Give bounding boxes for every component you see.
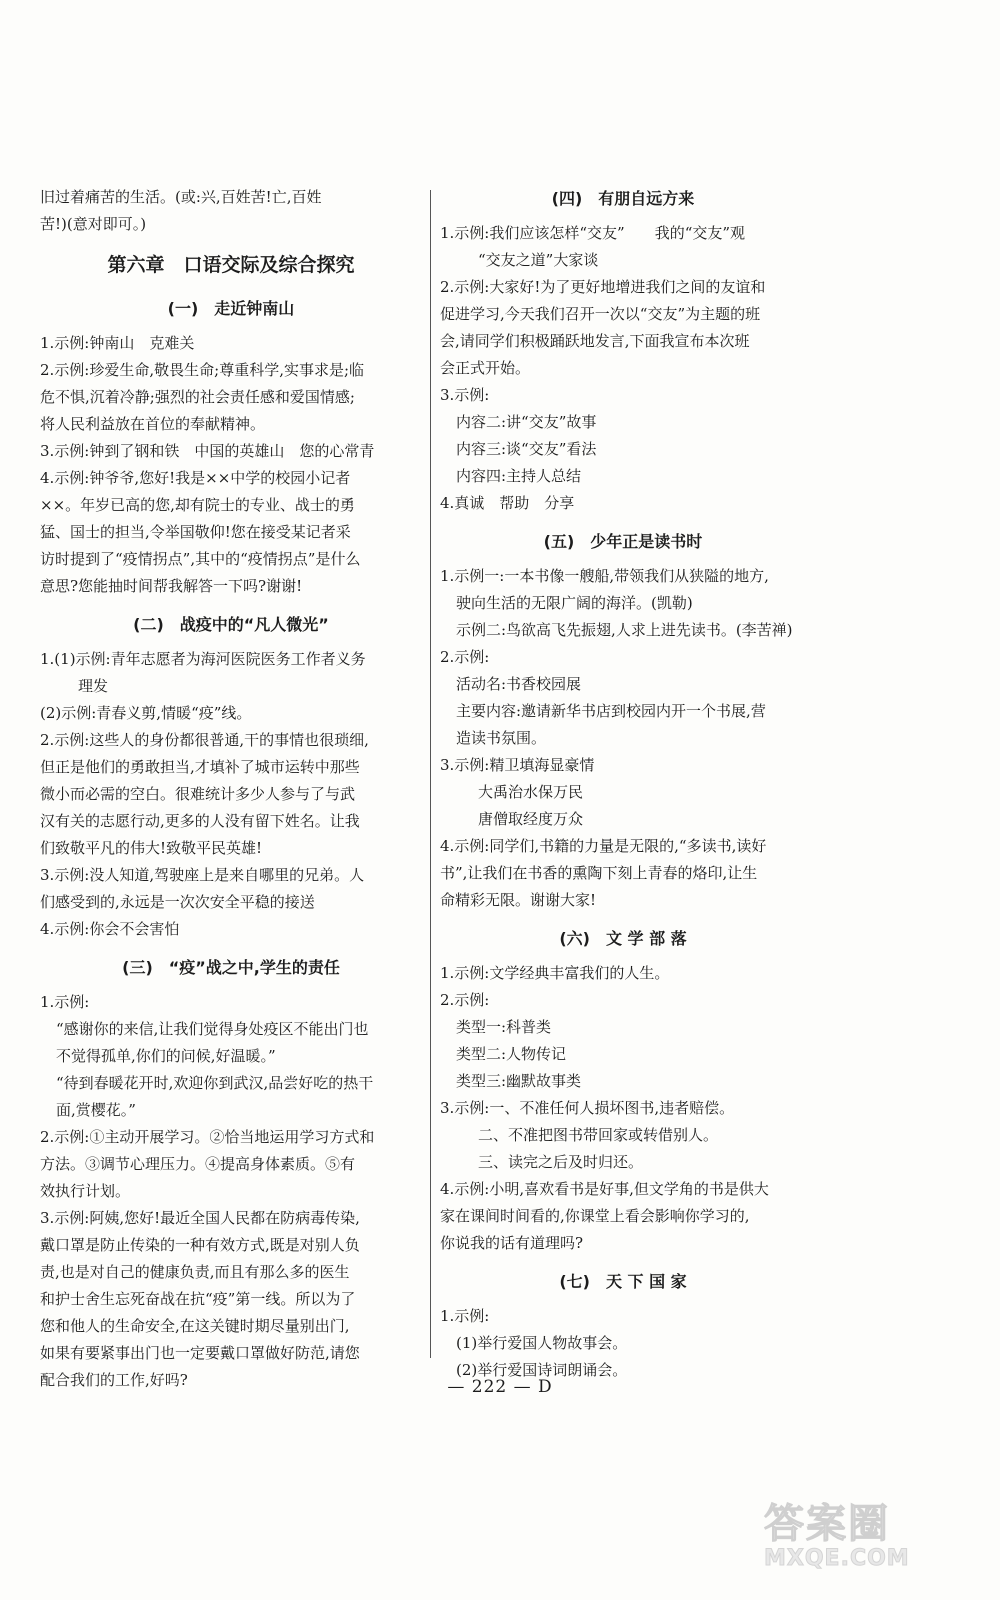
answer-line: 微小而必需的空白。很难统计多少人参与了与武 (40, 785, 356, 803)
answer-line: 效执行计划。 (40, 1182, 131, 1200)
column-divider (430, 190, 431, 1358)
answer-line: 你说我的话有道理吗? (440, 1234, 584, 1252)
answer-line: 3.示例:阿姨,您好!最近全国人民都在防病毒传染, (40, 1209, 360, 1227)
rule-line: 二、不准把图书带回家或转借别人。 (478, 1126, 719, 1144)
activity-line: 活动名:书香校园展 (456, 675, 582, 693)
answer-line: 3.示例:精卫填海显豪情 (440, 756, 595, 774)
answer-line: 家在课间时间看的,你课堂上看会影响你学习的, (440, 1207, 750, 1225)
answer-line: 和护士舍生忘死奋战在抗“疫”第一线。所以为了 (40, 1290, 356, 1308)
intro-line: 苦!)(意对即可。) (40, 215, 147, 233)
answer-line: 2.示例: (440, 991, 490, 1009)
watermark-text: 答案圈 (764, 1501, 890, 1547)
answer-line: 猛、国士的担当,令举国敬仰!您在接受某记者采 (40, 523, 351, 541)
watermark-url: MXQE.COM (764, 1546, 910, 1571)
answer-line: 2.示例:珍爱生命,敬畏生命;尊重科学,实事求是;临 (40, 361, 365, 379)
section-6-title: (六) 文 学 部 落 (559, 929, 687, 948)
answer-line: 将人民利益放在首位的奉献精神。 (40, 415, 266, 433)
chapter-title: 第六章 口语交际及综合探究 (107, 254, 355, 276)
answer-line: 3.示例: (440, 386, 490, 404)
answer-line: 意思?您能抽时间帮我解答一下吗?谢谢! (40, 577, 303, 595)
answer-line: 配合我们的工作,好吗? (40, 1371, 188, 1389)
answer-line: 1.示例: (440, 1307, 490, 1325)
answer-line: 们致敬平凡的伟大!致敬平民英雄! (40, 839, 263, 857)
quote-line: 不觉得孤单,你们的问候,好温暖。” (56, 1047, 276, 1065)
content-item: 内容四:主持人总结 (456, 467, 582, 485)
watermark-logo (764, 1502, 974, 1576)
answer-line: 3.示例:钟到了钢和铁 中国的英雄山 您的心常青 (40, 442, 375, 460)
answer-line: 3.示例:没人知道,驾驶座上是来自哪里的兄弟。人 (40, 866, 365, 884)
answer-line: 示例二:鸟欲高飞先振翅,人求上进先读书。(李苦禅) (456, 621, 793, 639)
answer-line: 3.示例:一、不准任何人损坏图书,违者赔偿。 (440, 1099, 735, 1117)
list-item: (2)举行爱国诗词朗诵会。 (456, 1361, 628, 1379)
type-item: 类型一:科普类 (456, 1018, 552, 1036)
section-3-title: (三) “疫”战之中,学生的责任 (122, 958, 340, 977)
left-column (40, 184, 422, 1394)
answer-line: 4.真诚 帮助 分享 (440, 494, 575, 512)
answer-line: 汉有关的志愿行动,更多的人没有留下姓名。让我 (40, 812, 360, 830)
answer-line: 会,请同学们积极踊跃地发言,下面我宣布本次班 (440, 332, 750, 350)
answer-line: (2)示例:青春义剪,情暖“疫”线。 (40, 704, 252, 722)
content-item: 内容二:讲“交友”故事 (456, 413, 597, 431)
section-7-title: (七) 天 下 国 家 (559, 1272, 687, 1291)
answer-line: 1.示例一:一本书像一艘船,带领我们从狭隘的地方, (440, 567, 769, 585)
answer-line: 您和他人的生命安全,在这关键时期尽量别出门, (40, 1317, 350, 1335)
answer-line: 2.示例: (440, 648, 490, 666)
answer-line: 2.示例:这些人的身份都很普通,干的事情也很琐细, (40, 731, 369, 749)
type-item: 类型二:人物传记 (456, 1045, 567, 1063)
quote-line: “感谢你的来信,让我们觉得身处疫区不能出门也 (56, 1020, 369, 1038)
answer-line: 1.示例:我们应该怎样“交友” 我的“交友”观 (440, 224, 746, 242)
answer-line: 4.示例:你会不会害怕 (40, 920, 180, 938)
answer-line: 如果有要紧事出门也一定要戴口罩做好防范,请您 (40, 1344, 360, 1362)
section-1-title: (一) 走近钟南山 (167, 299, 295, 318)
answer-line: 驶向生活的无限广阔的海洋。(凯勒) (456, 594, 693, 612)
answer-line: 促进学习,今天我们召开一次以“交友”为主题的班 (440, 305, 761, 323)
quote-line: 面,赏樱花。” (56, 1101, 136, 1119)
answer-line: 理发 (78, 677, 109, 695)
answer-line: 1.示例:文学经典丰富我们的人生。 (440, 964, 670, 982)
couplet-line: 唐僧取经度万众 (478, 810, 584, 828)
answer-line: 戴口罩是防止传染的一种有效方式,既是对别人负 (40, 1236, 360, 1254)
answer-line: 4.示例:小明,喜欢看书是好事,但文学角的书是供大 (440, 1180, 769, 1198)
section-2-title: (二) 战疫中的“凡人微光” (133, 615, 329, 634)
activity-line: 造读书氛围。 (456, 729, 547, 747)
answer-line: 危不惧,沉着冷静;强烈的社会责任感和爱国情感; (40, 388, 355, 406)
right-column (440, 184, 806, 1384)
rule-line: 三、读完之后及时归还。 (478, 1153, 644, 1171)
answer-line: 但正是他们的勇敢担当,才填补了城市运转中那些 (40, 758, 360, 776)
intro-line: 旧过着痛苦的生活。(或:兴,百姓苦!亡,百姓 (40, 188, 322, 206)
section-4-title: (四) 有朋自远方来 (551, 189, 695, 208)
couplet-line: 大禹治水保万民 (478, 783, 584, 801)
type-item: 类型三:幽默故事类 (456, 1072, 582, 1090)
answer-line: 命精彩无限。谢谢大家! (440, 891, 597, 909)
answer-line: 访时提到了“疫情拐点”,其中的“疫情拐点”是什么 (40, 550, 361, 568)
answer-line: 1.(1)示例:青年志愿者为海河医院医务工作者义务 (40, 650, 366, 668)
answer-line: 4.示例:同学们,书籍的力量是无限的,“多读书,读好 (440, 837, 767, 855)
answer-line: ××。年岁已高的您,却有院士的专业、战士的勇 (40, 496, 355, 514)
answer-line: 书”,让我们在书香的熏陶下刻上青春的烙印,让生 (440, 864, 758, 882)
answer-line: 1.示例:钟南山 克难关 (40, 334, 195, 352)
answer-line: “交友之道”大家谈 (478, 251, 599, 269)
answer-line: 责,也是对自己的健康负责,而且有那么多的医生 (40, 1263, 350, 1281)
list-item: (1)举行爱国人物故事会。 (456, 1334, 628, 1352)
answer-line: 会正式开始。 (440, 359, 531, 377)
answer-line: 2.示例:大家好!为了更好地增进我们之间的友谊和 (440, 278, 766, 296)
answer-line: 们感受到的,永远是一次次安全平稳的接送 (40, 893, 315, 911)
section-5-title: (五) 少年正是读书时 (543, 532, 703, 551)
answer-line: 方法。③调节心理压力。④提高身体素质。⑤有 (40, 1155, 356, 1173)
content-item: 内容三:谈“交友”看法 (456, 440, 597, 458)
answer-line: 1.示例: (40, 993, 90, 1011)
answer-line: 2.示例:①主动开展学习。②恰当地运用学习方式和 (40, 1128, 375, 1146)
quote-line: “待到春暖花开时,欢迎你到武汉,品尝好吃的热干 (56, 1074, 374, 1092)
page-number: — 222 — D (447, 1377, 553, 1397)
answer-line: 4.示例:钟爷爷,您好!我是××中学的校园小记者 (40, 469, 351, 487)
activity-line: 主要内容:邀请新华书店到校园内开一个书展,营 (456, 702, 766, 720)
